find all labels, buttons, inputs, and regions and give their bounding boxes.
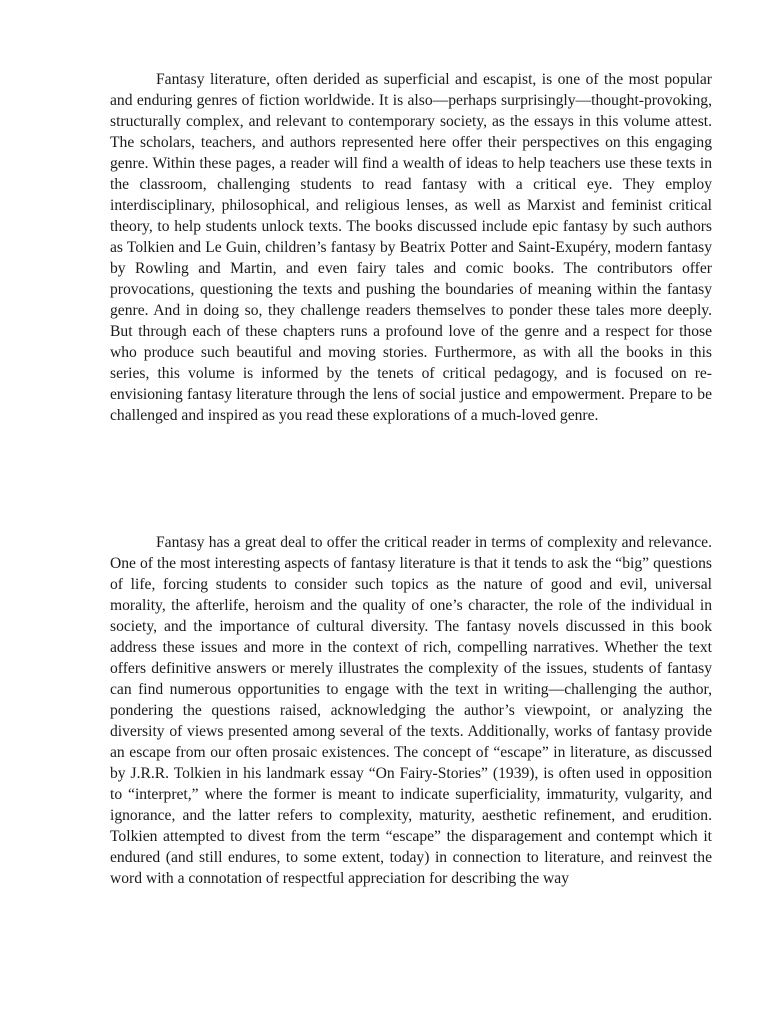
body-paragraph-2: Fantasy has a great deal to offer the critical reader in terms of complexity and relevance. One of the most interesting aspects of fantasy literature is that it tends to ask the “big” questions of life, forcing students to consider such topics as the nature of good and evil, universal morality, the afterlife, heroism and the quality of one’s character, the role of the individual in society, and the importance of cultural diversity. The fantasy novels discussed in this book address these issues and more in the context of rich, compelling narratives. Whether the text offers definitive answers or merely illustrates the complexity of the issues, students of fantasy can find numerous opportunities to engage with the text in writing—challenging the author, pondering the questions raised, acknowledging the author’s viewpoint, or analyzing the diversity of views presented among several of the texts. Additionally, works of fantasy provide an escape from our often prosaic existences. The concept of “escape” in literature, as discussed by J.R.R. Tolkien in his landmark essay “On Fairy-Stories” (1939), is often used in opposition to “interpret,” where the former is meant to indicate superficiality, immaturity, vulgarity, and ignorance, and the latter refers to complexity, maturity, aesthetic refinement, and erudition. Tolkien attempted to divest from the term “escape” the disparagement and contempt which it endured (and still endures, to some extent, today) in connection to literature, and reinvest the word with a connotation of respectful appreciation for describing the way xyxy=(110,534,712,887)
body-paragraph-1: Fantasy literature, often derided as superficial and escapist, is one of the most popular and enduring genres of fiction worldwide. It is also—perhaps surprisingly—thought-provoking, structurally complex, and relevant to contemporary society, as the essays in this volume attest. The scholars, teachers, and authors represented here offer their perspectives on this engaging genre. Within these pages, a reader will find a wealth of ideas to help teachers use these texts in the classroom, challenging students to read fantasy with a critical eye. They employ interdisciplinary, philosophical, and religious lenses, as well as Marxist and feminist critical theory, to help students unlock texts. The books discussed include epic fantasy by such authors as Tolkien and Le Guin, children’s fantasy by Beatrix Potter and Saint-Exupéry, modern fantasy by Rowling and Martin, and even fairy tales and comic books. The contributors offer provocations, questioning the texts and pushing the boundaries of meaning within the fantasy genre. And in doing so, they challenge readers themselves to ponder these tales more deeply. But through each of these chapters runs a profound love of the genre and a respect for those who produce such beautiful and moving stories. Furthermore, as with all the books in this series, this volume is informed by the tenets of critical pedagogy, and is focused on re-envisioning fantasy literature through the lens of social justice and empowerment. Prepare to be challenged and inspired as you read these explorations of a much-loved genre. xyxy=(110,71,712,424)
